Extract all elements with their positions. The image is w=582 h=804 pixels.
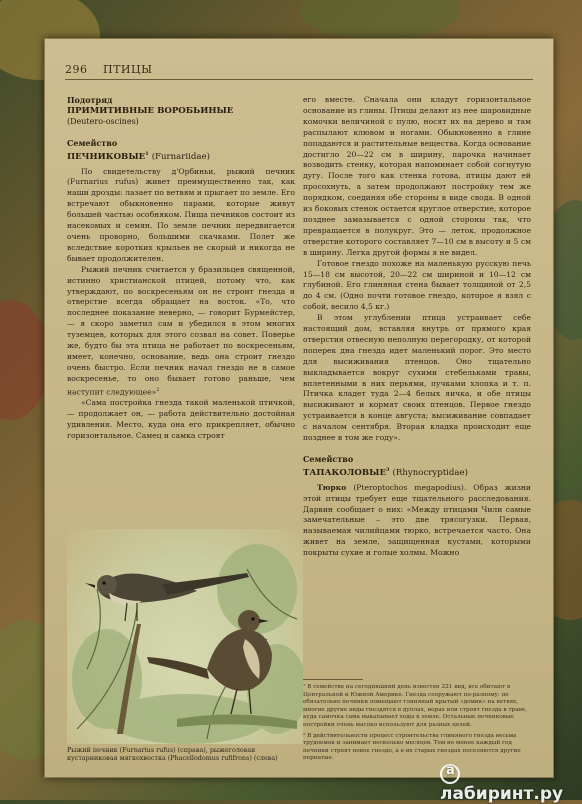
- paragraph: [67, 265, 295, 398]
- family-latin: (Furnariidae): [151, 151, 210, 162]
- watermark-text: лабиринт.ру: [440, 784, 564, 804]
- paragraph: В этом углублении птица устраивает себе настоящий дом, вставляя внутрь от прямого края отверстия отвесную неполную перегородку, от которой поперек дна гнезда идет маленький порог. Это место для высиживания птенцов. Оно тщательно выкладывается вокруг сухими стебельками травы, вплетенными в них перьями, пучками хлопка и т. п. Птичка кладет туда 2—4 белых яичка, и обе птицы высиживают и кормят своих птенцов. Первое гнездо устраивается в конце августа; высиживание совпадает с началом сентября. Вторая кладка происходит еще позднее в том же году».: [303, 313, 531, 443]
- footnote: ¹ В семействе на сегодняшний день известен 221 вид, все обитают в Центральной и Южной Америке. Гнезда сооружают по-разному: не обязательно печники помещают глиняный крытый «домик» на ветвях, многие другие виды гнездятся в дуплах, норах или строят гнезда в траве, куда самочка сама выкапывает ходы в земле. Остальные печниковые постройки очень высоко используют для разных целей.: [303, 684, 528, 728]
- page-header: [65, 59, 533, 80]
- suborder-name: ПРИМИТИВНЫЕ ВОРОБЬИНЫЕ: [67, 105, 234, 116]
- family-footnote-ref: 1: [145, 150, 149, 157]
- paragraph: [303, 483, 531, 559]
- family-label: Семейство: [303, 454, 354, 464]
- watermark: [440, 764, 582, 804]
- paragraph: Готовое гнездо похоже на маленькую русскую печь 15—18 см высотой, 20—22 см шириной и 10—12 см глубиной. Его глиняная стена бывает толщиной от 2,5 до 4 см. (Одно почти готовое гнездо, которое я взял с собой, весило 4,5 кг.): [303, 258, 531, 312]
- family-footnote-ref: 3: [386, 466, 390, 473]
- paragraph: По свидетельству д'Орбиньи, рыжий печник (Furnarius rufus) живет преимущественно так, как наши дрозды: лазает по ветвям и прыгает по земле. Его встречают обыкновенно парами, которые живут большей частью особняком. Пища печников состоит из насекомых и семян. По земле печник передвигается очень проворно, большими скачками. Полет же вследствие коротких крыльев не скорый и никогда не бывает продолжителен.: [67, 166, 295, 263]
- family-label: Семейство: [67, 137, 118, 148]
- bird-illustration: [67, 529, 303, 744]
- family-heading: [67, 149, 295, 163]
- labirint-logo-icon: [440, 764, 460, 784]
- left-column: [67, 95, 295, 442]
- family-latin: (Rhynocryptidae): [392, 467, 468, 478]
- footnote-ref: 2: [156, 386, 160, 393]
- paragraph-text: Рыжий печник считается у бразильцев священной, истинно христианской птицей, потому что, как утверждают, по воскресеньям он не строит гнезда и отверстие всегда обращает на восток. «То, что последнее показание неверно, — говорит Бурмейстер, — я скоро заметил сам и убедился в этом многих туземцев, которых для этого созвал на совет. Поверье же, будто бы эта птица не работает по воскресеньям, имеет, конечно, основание, ведь она строит гнездо очень быстро. Если печник начал гнездо не в самое воскресенье, то оно бывает готово раньше, чем наступит следующее»: [67, 264, 295, 397]
- footnote: ² В действительности процесс строительства глиняного гнезда весьма трудоемок и занимает несколько месяцев. Тем не менее каждый год печники строят новое гнездо, а в их старых гнездах поселяются другие пернатые.: [303, 732, 521, 762]
- paragraph: его вместе. Сначала они кладут горизонтальное основание из глины. Птицы делают из нее шаровидные комочки величиной с пулю, носят их на дерево и там распылают клювом и ногами. Обыкновенно в глине попадаются и растительные вещества. Когда основание достигло 20—22 см в ширину, парочка начинает возводить стенку, которая напоминает собой согнутую дугу. После того как стенка готова, птицы дают ей просохнуть, а затем продолжают постройку тем же порядком, соединяя обе стороны в виде свода. В одной из боковых стенок остается круглое отверстие, которое позднее замазывается с одной стороны так, что превращается в полукруг. Это — леток, продолжное отверстие которого составляет 7—10 см в высоту и 5 см в ширину. Легка другой формы я не видел.: [303, 95, 531, 257]
- book-page: [44, 38, 554, 778]
- footnotes: [303, 679, 531, 766]
- species-name: Тюрко: [317, 482, 347, 492]
- right-column: [303, 95, 531, 559]
- birds-drawing: [67, 529, 303, 744]
- family-name: ПЕЧНИКОВЫЕ: [67, 151, 146, 162]
- paragraph-text: (Pteroptochos megapodius). Образ жизни этой птицы требует еще тщательного расследования. Дарвин сообщает о них: «Между птицами Чили самые замечательные – это две трясогузки. Первая, называемая чилийцами тюрко, встречается часто. Она живет на земле, защищенная кустами, которыми покрыты сухие и голые холмы. Можно: [303, 482, 531, 558]
- suborder-latin: (Deutero-oscines): [67, 116, 139, 126]
- paragraph: «Сама постройка гнезда такой маленькой птичкой, — продолжает он, — работа действительно достойная удивления. Место, куда она его прикрепляет, обычно горизонтальное. Самец и самка строят: [67, 398, 295, 440]
- footnote-divider: [303, 679, 363, 680]
- family-name: ТАПАКОЛОВЫЕ: [303, 467, 387, 478]
- running-title: ПТИЦЫ: [103, 63, 153, 76]
- family-heading: [303, 465, 531, 479]
- page-number: 296: [65, 63, 88, 76]
- illustration-caption: Рыжий печник (Furnarius rufus) (справа), рыжеголовая кустарниковая мягкохвостка (Phacellodomus rufifrons) (слева): [67, 746, 278, 763]
- suborder-label: Подотряд: [67, 95, 113, 105]
